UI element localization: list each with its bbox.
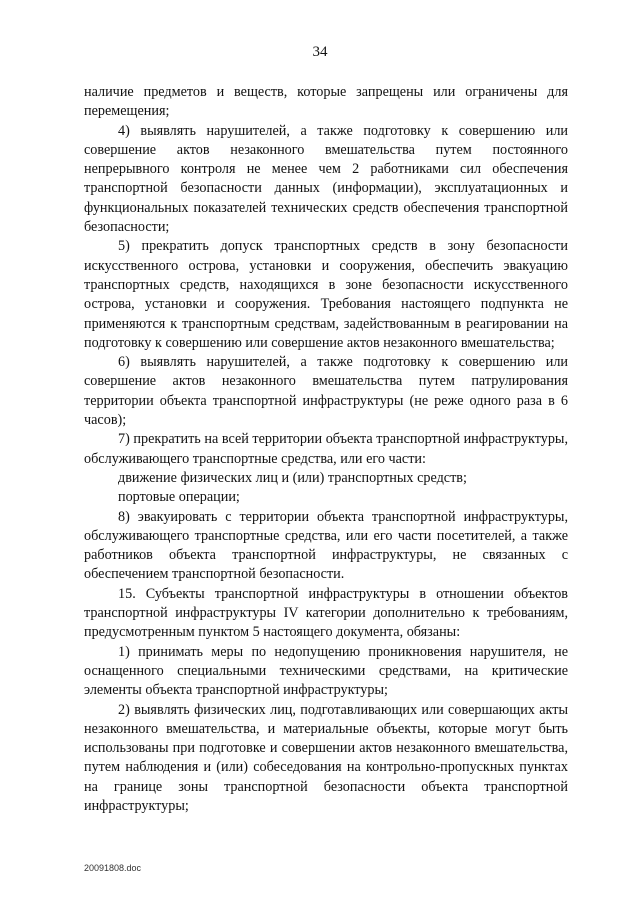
paragraph: 6) выявлять нарушителей, а также подготовку к совершению или совершение актов незаконного вмешательства путем патрулирования территории объекта транспортной инфраструктуры (не реже одного раза в 6 часов); [84, 354, 568, 429]
paragraph: наличие предметов и веществ, которые запрещены или ограничены для перемещения; [84, 84, 568, 120]
paragraph: 4) выявлять нарушителей, а также подготовку к совершению или совершение актов незаконного вмешательства путем постоянного непрерывного контроля не менее чем 2 работниками сил обеспечения транспортной безопасности данных (информации), эксплуатационных и функциональных показателей технических средств обеспечения транспортной безопасности; [84, 122, 568, 236]
file-name-footer: 20091808.doc [84, 863, 142, 873]
paragraph: 2) выявлять физических лиц, подготавливающих или совершающих акты незаконного вмешательства, и материальные объекты, которые могут быть использованы при подготовке и совершении актов незаконного вмешательства, путем наблюдения и (или) собеседования на контрольно-пропускных пунктах на границе зоны транспортной безопасности объекта транспортной инфраструктуры; [84, 701, 568, 814]
paragraph: 5) прекратить допуск транспортных средств в зону безопасности искусственного острова, установки и сооружения, обеспечить эвакуацию транспортных средств, находящихся в зоне безопасности искусственного острова, установки и сооружения. Требования настоящего подпункта не применяются к транспортным средствам, задействованным в реагировании на подготовку к совершению или совершение актов незаконного вмешательства; [84, 238, 568, 351]
paragraph: 7) прекратить на всей территории объекта транспортной инфраструктуры, обслуживающего транспортные средства, или его части: [84, 431, 568, 467]
paragraph: 8) эвакуировать с территории объекта транспортной инфраструктуры, обслуживающего транспортные средства, или его части посетителей, а также работников объекта транспортной инфраструктуры, не связанных с обеспечением транспортной безопасности. [84, 508, 568, 583]
document-body [84, 83, 568, 816]
paragraph: движение физических лиц и (или) транспортных средств; [118, 469, 467, 486]
paragraph: 15. Субъекты транспортной инфраструктуры в отношении объектов транспортной инфраструктуры IV категории дополнительно к требованиям, предусмотренным пунктом 5 настоящего документа, обязаны: [84, 585, 568, 641]
paragraph: 1) принимать меры по недопущению проникновения нарушителя, не оснащенного специальными техническими средствами, на критические элементы объекта транспортной инфраструктуры; [84, 643, 568, 699]
paragraph: портовые операции; [118, 489, 240, 506]
page-number: 34 [312, 44, 328, 60]
